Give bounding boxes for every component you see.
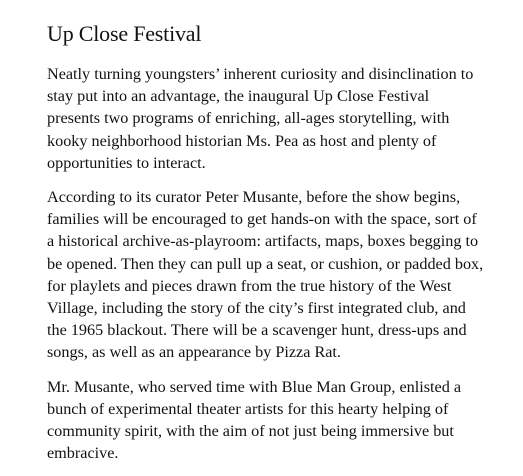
- article: [47, 20, 517, 476]
- paragraph-line: Neatly turning youngsters’ inherent curiosity and disinclination to: [47, 65, 474, 83]
- paragraph-line: stay put into an advantage, the inaugural Up Close Festival: [47, 87, 430, 106]
- paragraph-line: Village, including the story of the city’s first integrated club, and: [47, 299, 466, 318]
- paragraph-line: be opened. Then they can pull up a seat, or cushion, or padded box,: [47, 254, 484, 273]
- paragraph-line: a historical archive-as-playroom: artifacts, maps, boxes begging to: [47, 232, 479, 251]
- paragraph-line: families will be encouraged to get hands-on with the space, sort of: [47, 210, 477, 229]
- paragraph-line: bunch of experimental theater artists for this hearty helping of: [47, 399, 449, 418]
- article-paragraph-3: [47, 376, 517, 465]
- paragraph-line: Mr. Musante, who served time with Blue Man Group, enlisted a: [47, 377, 462, 396]
- paragraph-line: kooky neighborhood historian Ms. Pea as host and plenty of: [47, 131, 437, 150]
- article-paragraph-2: [47, 186, 517, 364]
- article-paragraph-1: [47, 63, 517, 174]
- paragraph-line: presents two programs of enriching, all-ages storytelling, with: [47, 109, 450, 128]
- paragraph-line: songs, as well as an appearance by Pizza Rat.: [47, 343, 341, 362]
- paragraph-line: opportunities to interact.: [47, 153, 206, 172]
- paragraph-line: embracive.: [47, 444, 119, 463]
- paragraph-line: community spirit, with the aim of not just being immersive but: [47, 422, 454, 441]
- paragraph-line: According to its curator Peter Musante, before the show begins,: [47, 188, 461, 207]
- paragraph-line: the 1965 blackout. There will be a scavenger hunt, dress-ups and: [47, 321, 467, 340]
- paragraph-line: for playlets and pieces drawn from the true history of the West: [47, 276, 452, 295]
- article-headline: Up Close Festival: [47, 21, 202, 46]
